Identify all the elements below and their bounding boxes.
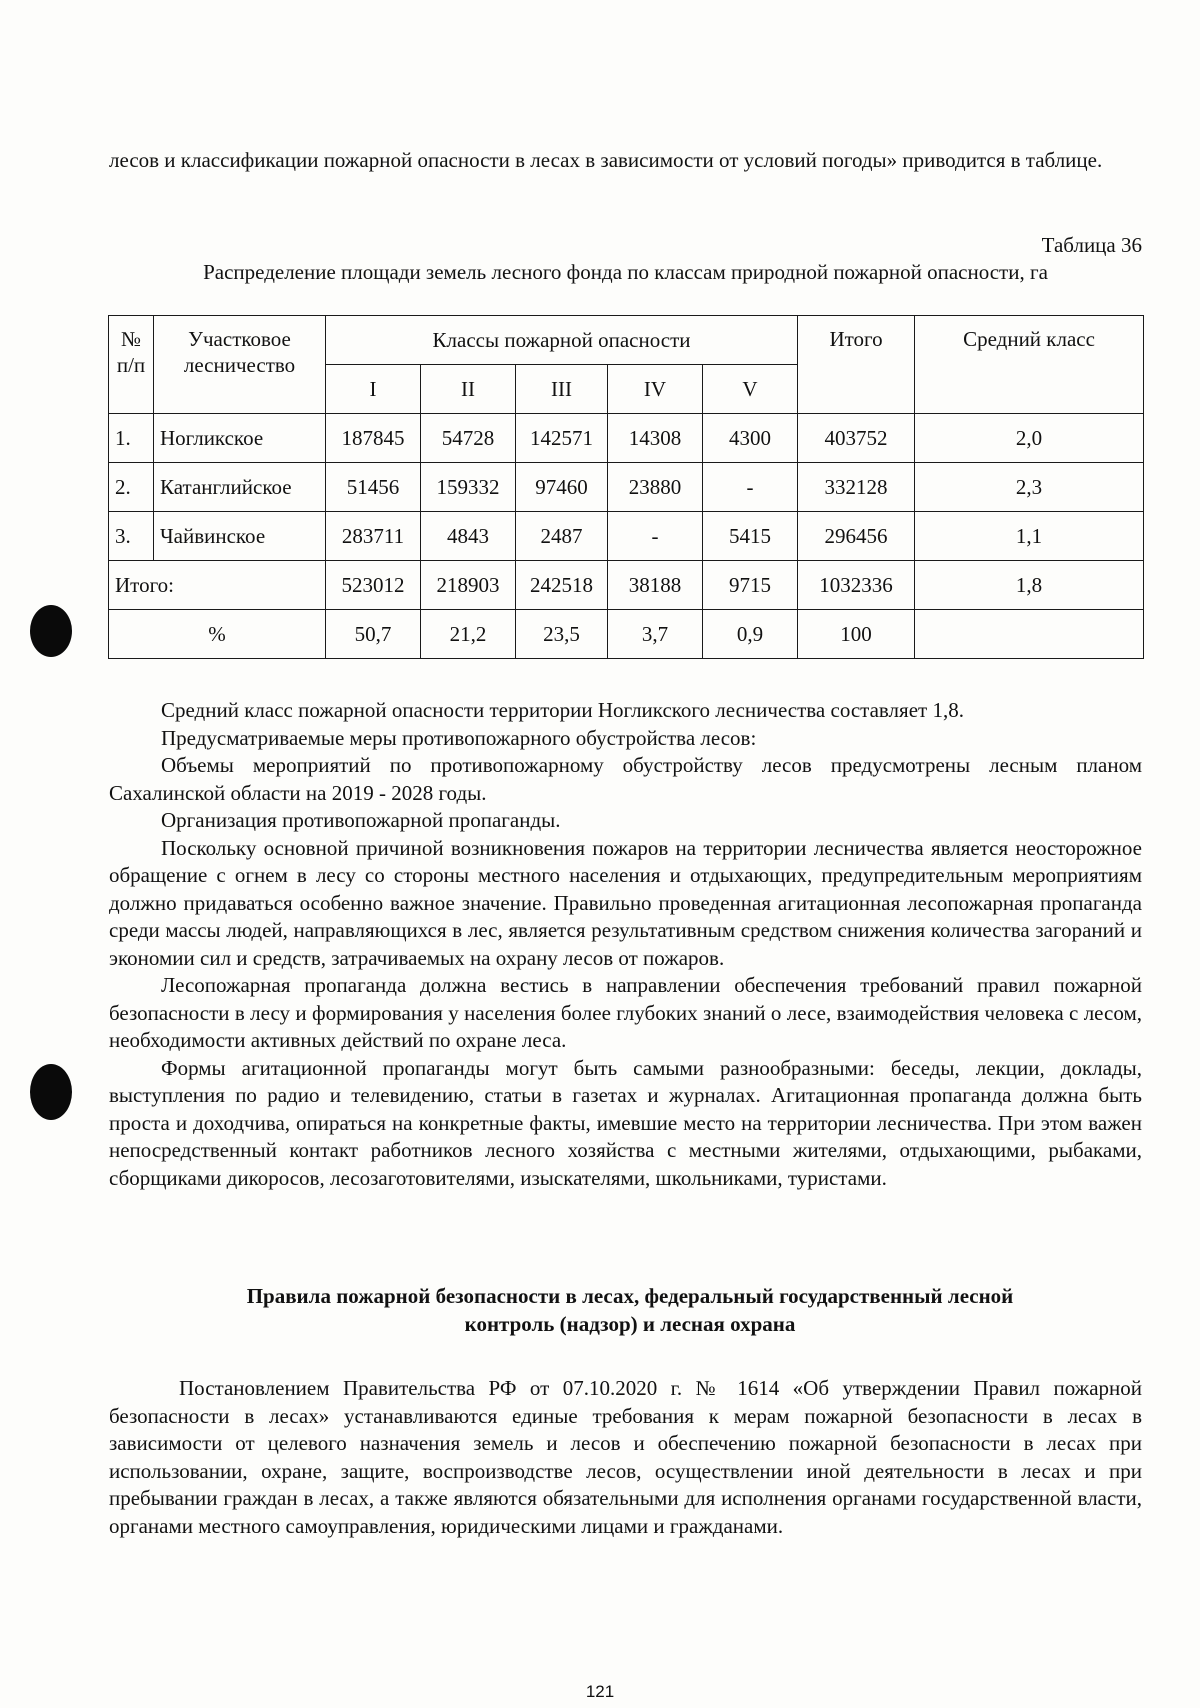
row-num: 2. (109, 463, 154, 512)
table-total-row (109, 561, 1144, 610)
page-number: 121 (585, 1682, 615, 1701)
total-value: 38188 (608, 561, 703, 610)
table-row (109, 414, 1144, 463)
paragraph: Организация противопожарной пропаганды. (161, 808, 561, 832)
row-value: 14308 (608, 414, 703, 463)
total-value: 9715 (703, 561, 798, 610)
row-value: 4300 (703, 414, 798, 463)
percent-value: 23,5 (516, 610, 608, 659)
row-value: - (608, 512, 703, 561)
row-value: 187845 (326, 414, 421, 463)
header-num: № п/п (109, 316, 154, 414)
punch-hole-top (30, 605, 72, 657)
row-value: 283711 (326, 512, 421, 561)
paragraph: Лесопожарная пропаганда должна вестись в направлении обеспечения требований правил пожарной безопасности в лесу и формирования у населения более глубоких знаний о лесе, взаимодействия человека с лесом, необходимости активных действий по охране леса. (109, 973, 1142, 1052)
paragraph: Формы агитационной пропаганды могут быть самыми разнообразными: беседы, лекции, доклады, выступления по радио и телевидению, статьи в газетах и журналах. Агитационная пропаганда должна быть проста и доходчива, опираться на конкретные факты, имевшие место на территории лесничества. При этом важен непосредственный контакт работников лесного хозяйства с местными жителями, отдыхающими, рыбаками, сборщиками дикоросов, лесозаготовителями, изыскателями, школьниками, туристами. (109, 1055, 1142, 1190)
body-text (109, 697, 1142, 1192)
header-class: II (421, 365, 516, 414)
section-heading: Правила пожарной безопасности в лесах, федеральный государственный лесной контроль (надзор) и лесная охрана (246, 1284, 1014, 1336)
row-avg: 2,0 (915, 414, 1144, 463)
fire-danger-table (108, 315, 1144, 659)
header-class: IV (608, 365, 703, 414)
row-value: 5415 (703, 512, 798, 561)
row-value: 51456 (326, 463, 421, 512)
row-name: Чайвинское (154, 512, 326, 561)
row-name: Катанглийское (154, 463, 326, 512)
intro-paragraph: лесов и классификации пожарной опасности в лесах в зависимости от условий погоды» приводится в таблице. (109, 148, 1103, 172)
total-value: 523012 (326, 561, 421, 610)
percent-avg (915, 610, 1144, 659)
row-num: 1. (109, 414, 154, 463)
table-caption: Распределение площади земель лесного фонда по классам природной пожарной опасности, га (203, 260, 1048, 284)
percent-label: % (109, 610, 326, 659)
row-value: 54728 (421, 414, 516, 463)
row-total: 296456 (798, 512, 915, 561)
table-number: Таблица 36 (1041, 233, 1142, 257)
total-value: 242518 (516, 561, 608, 610)
percent-total: 100 (798, 610, 915, 659)
row-avg: 2,3 (915, 463, 1144, 512)
final-paragraph: Постановлением Правительства РФ от 07.10.2020 г. № 1614 «Об утверждении Правил пожарной безопасности в лесах» устанавливаются единые требования к мерам пожарной безопасности в лесах в зависимости от целевого назначения земель и лесов и обеспечению пожарной безопасности в лесах при использовании, охране, защите, воспроизводстве лесов, осуществлении иной деятельности в лесах и при пребывании граждан в лесах, а также являются обязательными для исполнения органами государственной власти, органами местного самоуправления, юридическими лицами и гражданами. (109, 1376, 1142, 1538)
header-forestry: Участковое лесничество (154, 316, 326, 414)
row-value: 4843 (421, 512, 516, 561)
header-class: I (326, 365, 421, 414)
table-row (109, 463, 1144, 512)
percent-value: 50,7 (326, 610, 421, 659)
percent-value: 21,2 (421, 610, 516, 659)
table-percent-row (109, 610, 1144, 659)
header-class: III (516, 365, 608, 414)
header-classes: Классы пожарной опасности (326, 316, 798, 365)
row-value: 159332 (421, 463, 516, 512)
percent-value: 0,9 (703, 610, 798, 659)
row-total: 403752 (798, 414, 915, 463)
table-header-row (109, 316, 1144, 365)
table-row (109, 512, 1144, 561)
paragraph: Объемы мероприятий по противопожарному обустройству лесов предусмотрены лесным планом Сахалинской области на 2019 - 2028 годы. (109, 753, 1142, 805)
total-label: Итого: (109, 561, 326, 610)
paragraph: Поскольку основной причиной возникновения пожаров на территории лесничества является неосторожное обращение с огнем в лесу со стороны местного населения и отдыхающих, предупредительным мероприятиям должно придаваться особенно важное значение. Правильно проведенная агитационная лесопожарная пропаганда среди массы людей, направляющихся в лес, является результативным средством снижения количества загораний и экономии сил и средств, затрачиваемых на охрану лесов от пожаров. (109, 835, 1142, 970)
row-value: 142571 (516, 414, 608, 463)
header-avg: Средний класс (915, 316, 1144, 414)
row-name: Ногликское (154, 414, 326, 463)
row-value: - (703, 463, 798, 512)
header-total: Итого (798, 316, 915, 414)
row-total: 332128 (798, 463, 915, 512)
row-value: 23880 (608, 463, 703, 512)
total-value: 218903 (421, 561, 516, 610)
total-avg: 1,8 (915, 561, 1144, 610)
paragraph: Средний класс пожарной опасности территории Ногликского лесничества составляет 1,8. (161, 698, 964, 722)
row-avg: 1,1 (915, 512, 1144, 561)
percent-value: 3,7 (608, 610, 703, 659)
paragraph: Предусматриваемые меры противопожарного обустройства лесов: (161, 725, 757, 750)
row-value: 97460 (516, 463, 608, 512)
row-num: 3. (109, 512, 154, 561)
punch-hole-bottom (30, 1064, 72, 1120)
total-total: 1032336 (798, 561, 915, 610)
row-value: 2487 (516, 512, 608, 561)
header-class: V (703, 365, 798, 414)
